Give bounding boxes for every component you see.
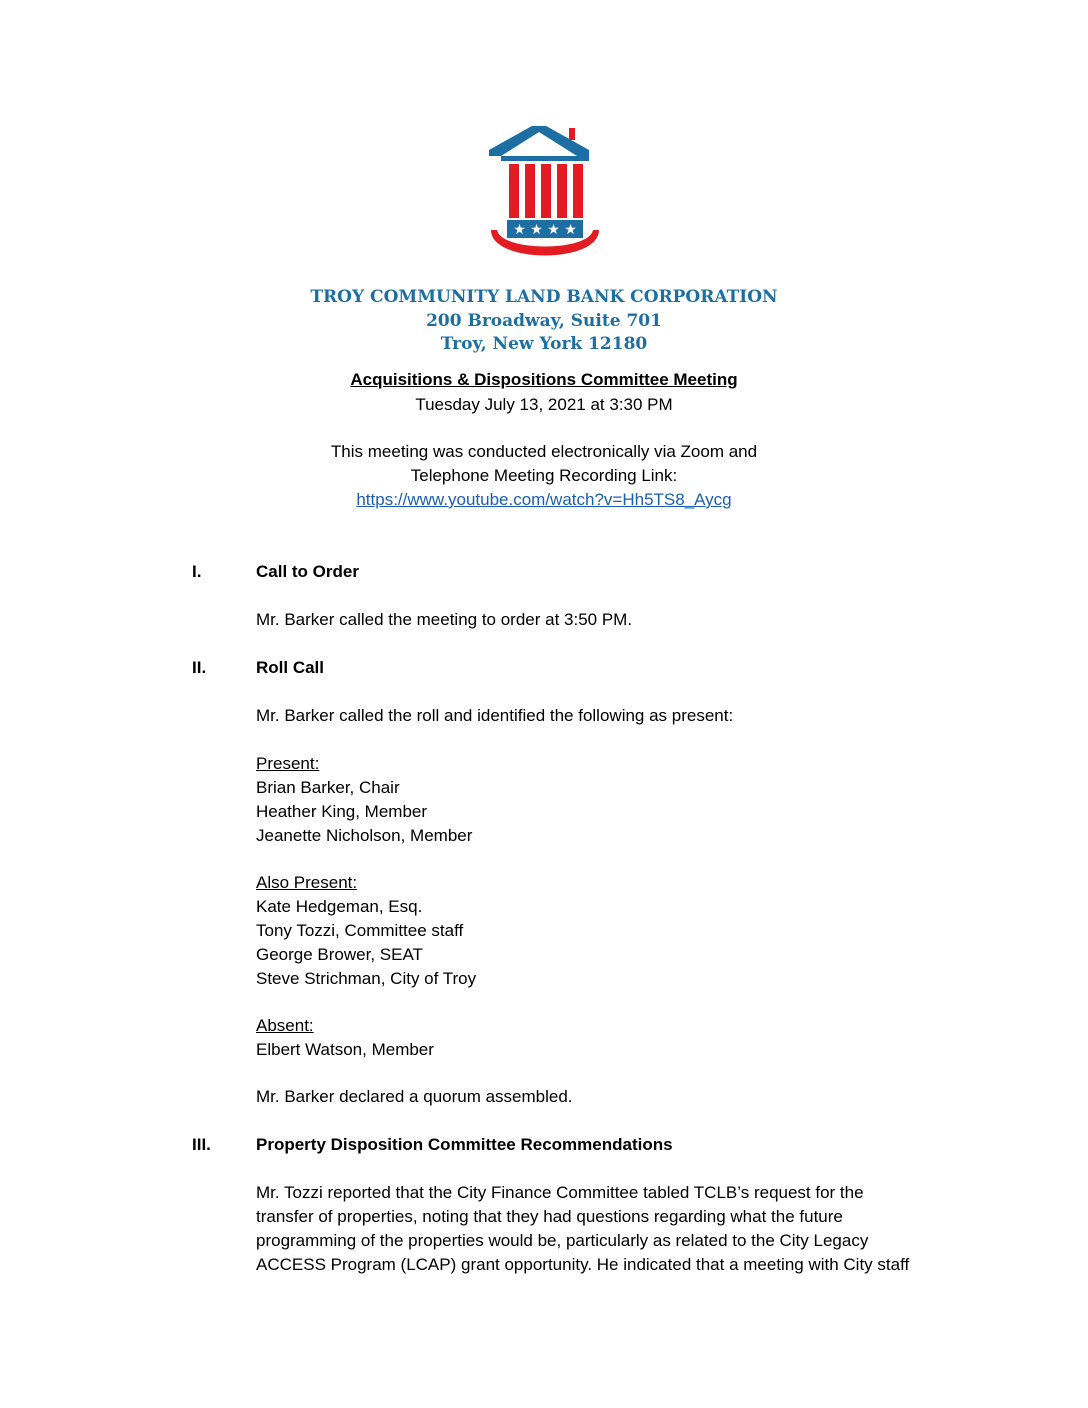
present-heading: Present: (256, 754, 320, 773)
list-item: Steve Strichman, City of Troy (256, 969, 477, 988)
section-2-title: Roll Call (256, 658, 325, 677)
list-item: Jeanette Nicholson, Member (256, 826, 473, 845)
paragraph-line: ACCESS Program (LCAP) grant opportunity. He indicated that a meeting with City staff (256, 1255, 910, 1274)
paragraph-line: transfer of properties, noting that they had questions regarding what the future (256, 1207, 843, 1226)
list-item: Heather King, Member (256, 802, 428, 821)
section-3-text (256, 1181, 946, 1277)
address-line-1: 200 Broadway, Suite 701 (426, 311, 662, 331)
notice-line-1: This meeting was conducted electronically via Zoom and (330, 442, 758, 461)
list-item: Elbert Watson, Member (256, 1040, 434, 1059)
section-3-number: III. (192, 1135, 211, 1154)
org-name: TROY COMMUNITY LAND BANK CORPORATION (310, 287, 778, 307)
list-item: Kate Hedgeman, Esq. (256, 897, 423, 916)
section-3-title: Property Disposition Committee Recommendations (256, 1135, 673, 1154)
present-list (256, 752, 946, 848)
address-line-2: Troy, New York 12180 (440, 334, 648, 354)
notice-line-2: Telephone Meeting Recording Link: (410, 466, 678, 485)
section-2-number: II. (192, 658, 207, 677)
paragraph-line: Mr. Tozzi reported that the City Finance Committee tabled TCLB’s request for the (256, 1183, 864, 1202)
recording-link[interactable]: https://www.youtube.com/watch?v=Hh5TS8_Aycg (356, 490, 732, 509)
land-bank-logo-icon (489, 126, 601, 264)
meeting-title: Acquisitions & Dispositions Committee Meeting (350, 370, 738, 389)
list-item: Tony Tozzi, Committee staff (256, 921, 464, 940)
section-2-text: Mr. Barker called the roll and identified the following as present: (256, 706, 734, 725)
also-present-heading: Also Present: (256, 873, 358, 892)
meeting-datetime: Tuesday July 13, 2021 at 3:30 PM (415, 395, 673, 414)
section-1-text: Mr. Barker called the meeting to order at 3:50 PM. (256, 610, 633, 629)
also-present-list (256, 871, 946, 991)
section-1-title: Call to Order (256, 562, 359, 581)
absent-heading: Absent: (256, 1016, 314, 1035)
section-1-number: I. (192, 562, 202, 581)
absent-list (256, 1014, 946, 1062)
list-item: George Brower, SEAT (256, 945, 423, 964)
list-item: Brian Barker, Chair (256, 778, 400, 797)
paragraph-line: programming of the properties would be, particularly as related to the City Legacy (256, 1231, 869, 1250)
svg-text:★ ★ ★ ★: ★ ★ ★ ★ (513, 222, 577, 238)
quorum-text: Mr. Barker declared a quorum assembled. (256, 1087, 573, 1106)
